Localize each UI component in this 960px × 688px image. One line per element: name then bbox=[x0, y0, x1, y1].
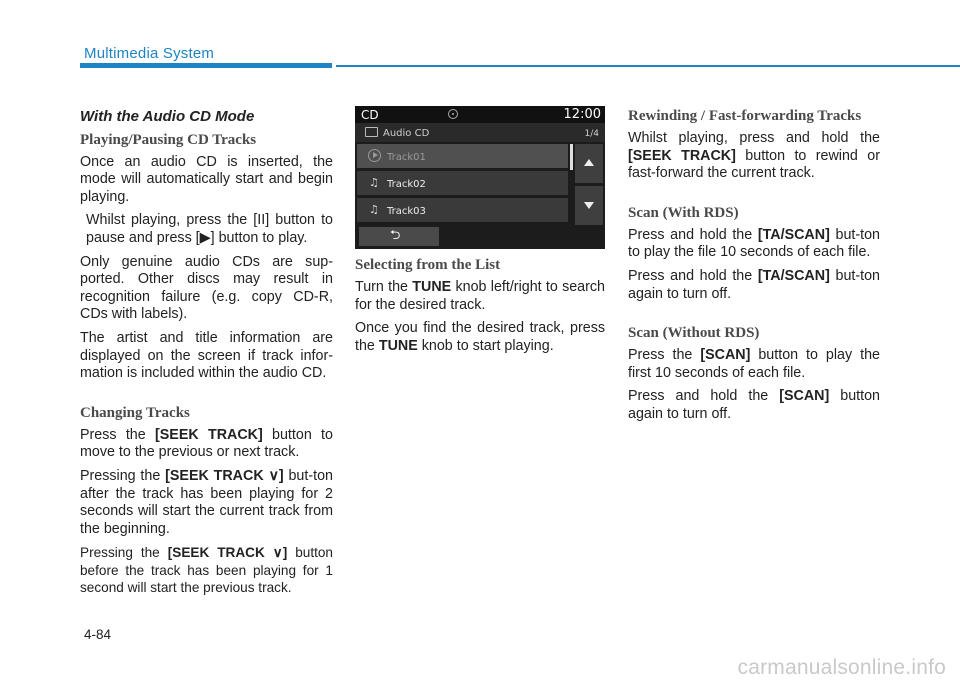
mode-title: With the Audio CD Mode bbox=[80, 108, 255, 125]
paragraph: Turn the TUNE knob left/right to search for the desired track. bbox=[355, 279, 605, 313]
screen-source-label: CD bbox=[361, 108, 379, 122]
paragraph: Once you find the desired track, press the TUNE knob to start playing. bbox=[355, 320, 605, 354]
heading-scan-rds: Scan (With RDS) bbox=[628, 204, 739, 221]
screen-clock: 12:00 bbox=[563, 107, 601, 122]
track-item-2[interactable] bbox=[357, 171, 568, 195]
heading-rewind-ff: Rewinding / Fast-forwarding Tracks bbox=[628, 108, 862, 124]
key-scan: [SCAN] bbox=[779, 388, 830, 405]
column-right bbox=[628, 108, 880, 430]
key-tune: TUNE bbox=[412, 279, 452, 295]
screen-folder-row bbox=[355, 123, 605, 142]
paragraph: Press the [SCAN] button to play the first 10 seconds of each file. bbox=[628, 347, 880, 381]
track-item-3[interactable] bbox=[357, 198, 568, 222]
section-title: Multimedia System bbox=[84, 45, 215, 62]
paragraph: Pressing the [SEEK TRACK ∨] but-ton after the track has been playing for 2 seconds will start the current track from the beginning. bbox=[80, 467, 333, 537]
paragraph: Press and hold the [TA/SCAN] but-ton again to turn off. bbox=[628, 267, 881, 302]
key-seek-track-down: [SEEK TRACK ∨] bbox=[167, 545, 288, 561]
page-indicator: 1/4 bbox=[584, 129, 599, 139]
play-icon: ▶ bbox=[199, 229, 211, 246]
scrollbar-thumb[interactable] bbox=[570, 144, 573, 170]
key-scan: [SCAN] bbox=[700, 347, 751, 364]
key-ta-scan: [TA/SCAN] bbox=[757, 267, 830, 284]
folder-icon bbox=[365, 127, 378, 137]
heading-playing-pausing: Playing/Pausing CD Tracks bbox=[80, 131, 257, 148]
music-note-icon: ♫ bbox=[369, 176, 379, 189]
page-number: 4-84 bbox=[84, 627, 112, 642]
track-label: Track01 bbox=[387, 152, 426, 163]
track-label: Track02 bbox=[387, 179, 426, 190]
music-note-icon: ♫ bbox=[369, 203, 379, 216]
paragraph: The artist and title information are displayed on the screen if track infor-mation is included within the audio CD. bbox=[80, 329, 333, 382]
key-ta-scan: [TA/SCAN] bbox=[757, 226, 830, 243]
key-seek-track: [SEEK TRACK] bbox=[154, 426, 263, 443]
disc-icon bbox=[448, 109, 458, 119]
paragraph: Press and hold the [TA/SCAN] but-ton to play the file 10 seconds of each file. bbox=[628, 226, 881, 261]
back-arrow-icon: ⮌ bbox=[390, 228, 401, 243]
playing-icon bbox=[368, 149, 381, 162]
heading-changing-tracks: Changing Tracks bbox=[80, 404, 190, 421]
paragraph: Whilst playing, press and hold the [SEEK TRACK] button to rewind or fast-forward the current track. bbox=[628, 130, 880, 182]
paragraph: Only genuine audio CDs are sup-ported. Other discs may result in recognition failure (e.g. copy CD-R, CDs with labels). bbox=[80, 253, 333, 323]
scroll-down-button[interactable] bbox=[575, 186, 603, 225]
paragraph-pause-play: Whilst playing, press the [II] button to pause and press [▶] button to play. bbox=[86, 212, 333, 246]
cd-screen bbox=[355, 106, 605, 249]
watermark: carmanualsonline.info bbox=[737, 656, 946, 679]
heading-selecting-list: Selecting from the List bbox=[355, 257, 501, 273]
pause-icon: II bbox=[257, 212, 266, 229]
back-button[interactable] bbox=[359, 227, 439, 246]
track-label: Track03 bbox=[387, 206, 426, 217]
track-item-1[interactable] bbox=[357, 144, 568, 168]
key-tune: TUNE bbox=[378, 337, 418, 354]
scroll-up-button[interactable] bbox=[575, 144, 603, 183]
paragraph: Pressing the [SEEK TRACK ∨] button before the track has been playing for 1 second will start the previous track. bbox=[80, 545, 333, 596]
folder-label: Audio CD bbox=[383, 128, 430, 139]
header-rule bbox=[336, 65, 960, 67]
column-middle bbox=[355, 108, 605, 361]
paragraph: Press and hold the [SCAN] button again to turn off. bbox=[628, 388, 880, 422]
paragraph: Once an audio CD is inserted, the mode will automatically start and begin playing. bbox=[80, 153, 333, 205]
key-seek-track-down: [SEEK TRACK ∨] bbox=[165, 467, 284, 484]
header-accent-bar bbox=[80, 63, 332, 68]
column-left bbox=[80, 108, 333, 603]
paragraph: Press the [SEEK TRACK] button to move to the previous or next track. bbox=[80, 426, 333, 461]
key-seek-track: [SEEK TRACK] bbox=[628, 147, 736, 164]
heading-scan-no-rds: Scan (Without RDS) bbox=[628, 325, 760, 342]
screen-status-bar bbox=[355, 106, 605, 123]
